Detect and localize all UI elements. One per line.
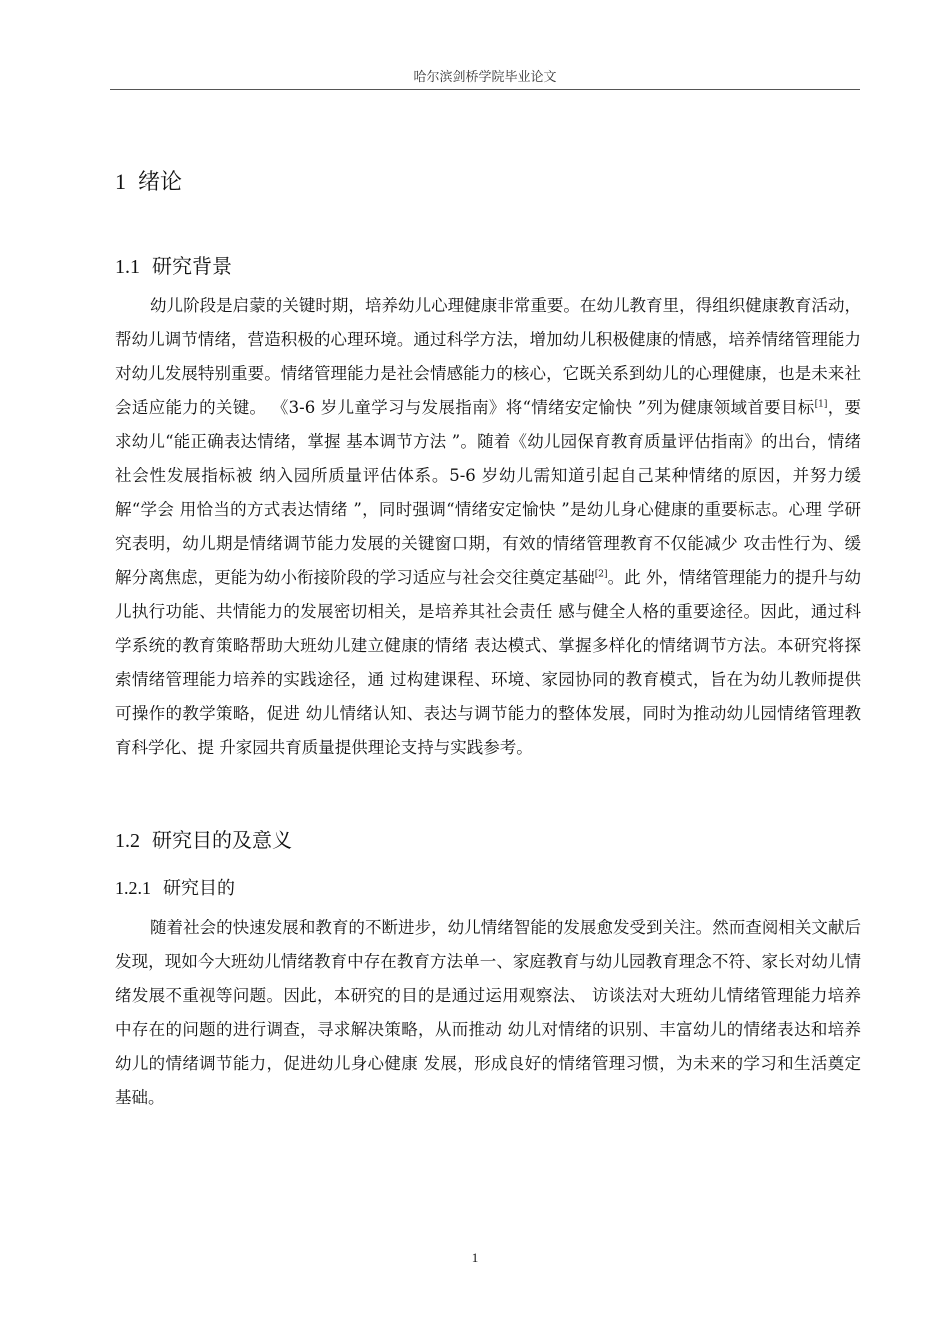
section-heading-1-2 — [115, 824, 292, 853]
chapter-title: 绪论 — [138, 170, 183, 195]
section-number: 1.2 — [115, 830, 140, 852]
background-paragraph — [115, 289, 861, 765]
chapter-number: 1 — [115, 169, 126, 194]
section-title: 研究背景 — [152, 254, 232, 278]
subsection-number: 1.2.1 — [115, 878, 151, 898]
page-header: 哈尔滨剑桥学院毕业论文 — [413, 70, 557, 85]
citation-1: [1] — [814, 399, 828, 410]
subsection-heading-1-2-1 — [115, 874, 235, 900]
citation-2: [2] — [594, 569, 608, 580]
purpose-paragraph: 随着社会的快速发展和教育的不断进步，幼儿情绪智能的发展愈发受到关注。然而查阅相关文献后发现，现如今大班幼儿情绪教育中存在教育方法单一、家庭教育与幼儿园教育理念不符、家长对幼儿情绪发展不重视等问题。因此，本研究的目的是通过运用观察法、 访谈法对大班幼儿情绪管理能力培养中存在的问题的进行调查，寻求解决策略，从而推动 幼儿对情绪的识别、丰富幼儿的情绪表达和培养幼儿的情绪调节能力，促进幼儿身心健康 发展，形成良好的情绪管理习惯，为未来的学习和生活奠定基础。 — [115, 918, 861, 1107]
section-heading-1-1 — [115, 250, 232, 279]
header-divider — [110, 89, 860, 90]
section-number: 1.1 — [115, 256, 140, 278]
background-text-part1: 幼儿阶段是启蒙的关键时期，培养幼儿心理健康非常重要。在幼儿教育里，得组织健康教育活动，帮幼儿调节情绪，营造积极的心理环境。通过科学方法，增加幼儿积极健康的情感，培养情绪管理能力对幼儿发展特别重要。情绪管理能力是社会情感能力的核心，它既关系到幼儿的心理健康，也是未来社会适应能力的关键。 《3-6 岁儿童学习与发展指南》将“情绪安定愉快 ”列为健康领域首要目标 — [115, 296, 861, 417]
page-number: 1 — [471, 1250, 479, 1265]
section-title: 研究目的及意义 — [152, 828, 292, 852]
background-text-part2: ，要求幼儿“能正确表达情绪，掌握 基本调节方法 ”。随着《幼儿园保育教育质量评估指南》的出台，情绪社会性发展指标被 纳入园所质量评估体系。5-6 岁幼儿需知道引起自己某种情绪的原因，并努力缓解“学会 用恰当的方式表达情绪 ”，同时强调“情绪安定愉快 ”是幼儿身心健康的重要标志。心理 学研究表明，幼儿期是情绪调节能力发展的关键窗口期，有效的情绪管理教育不仅能减少 攻击性行为、缓解分离焦虑，更能为幼小衔接阶段的学习适应与社会交往奠定基础 — [115, 398, 861, 587]
chapter-heading — [115, 165, 182, 196]
subsection-title: 研究目的 — [163, 878, 235, 899]
background-text-part3: 。此 外，情绪管理能力的提升与幼儿执行功能、共情能力的发展密切相关，是培养其社会责任 感与健全人格的重要途径。因此，通过科学系统的教育策略帮助大班幼儿建立健康的情绪 表达模式、掌握多样化的情绪调节方法。本研究将探索情绪管理能力培养的实践途径，通 过构建课程、环境、家园协同的教育模式，旨在为幼儿教师提供可操作的教学策略，促进 幼儿情绪认知、表达与调节能力的整体发展，同时为推动幼儿园情绪管理教育科学化、提 升家园共育质量提供理论支持与实践参考。 — [115, 568, 862, 757]
